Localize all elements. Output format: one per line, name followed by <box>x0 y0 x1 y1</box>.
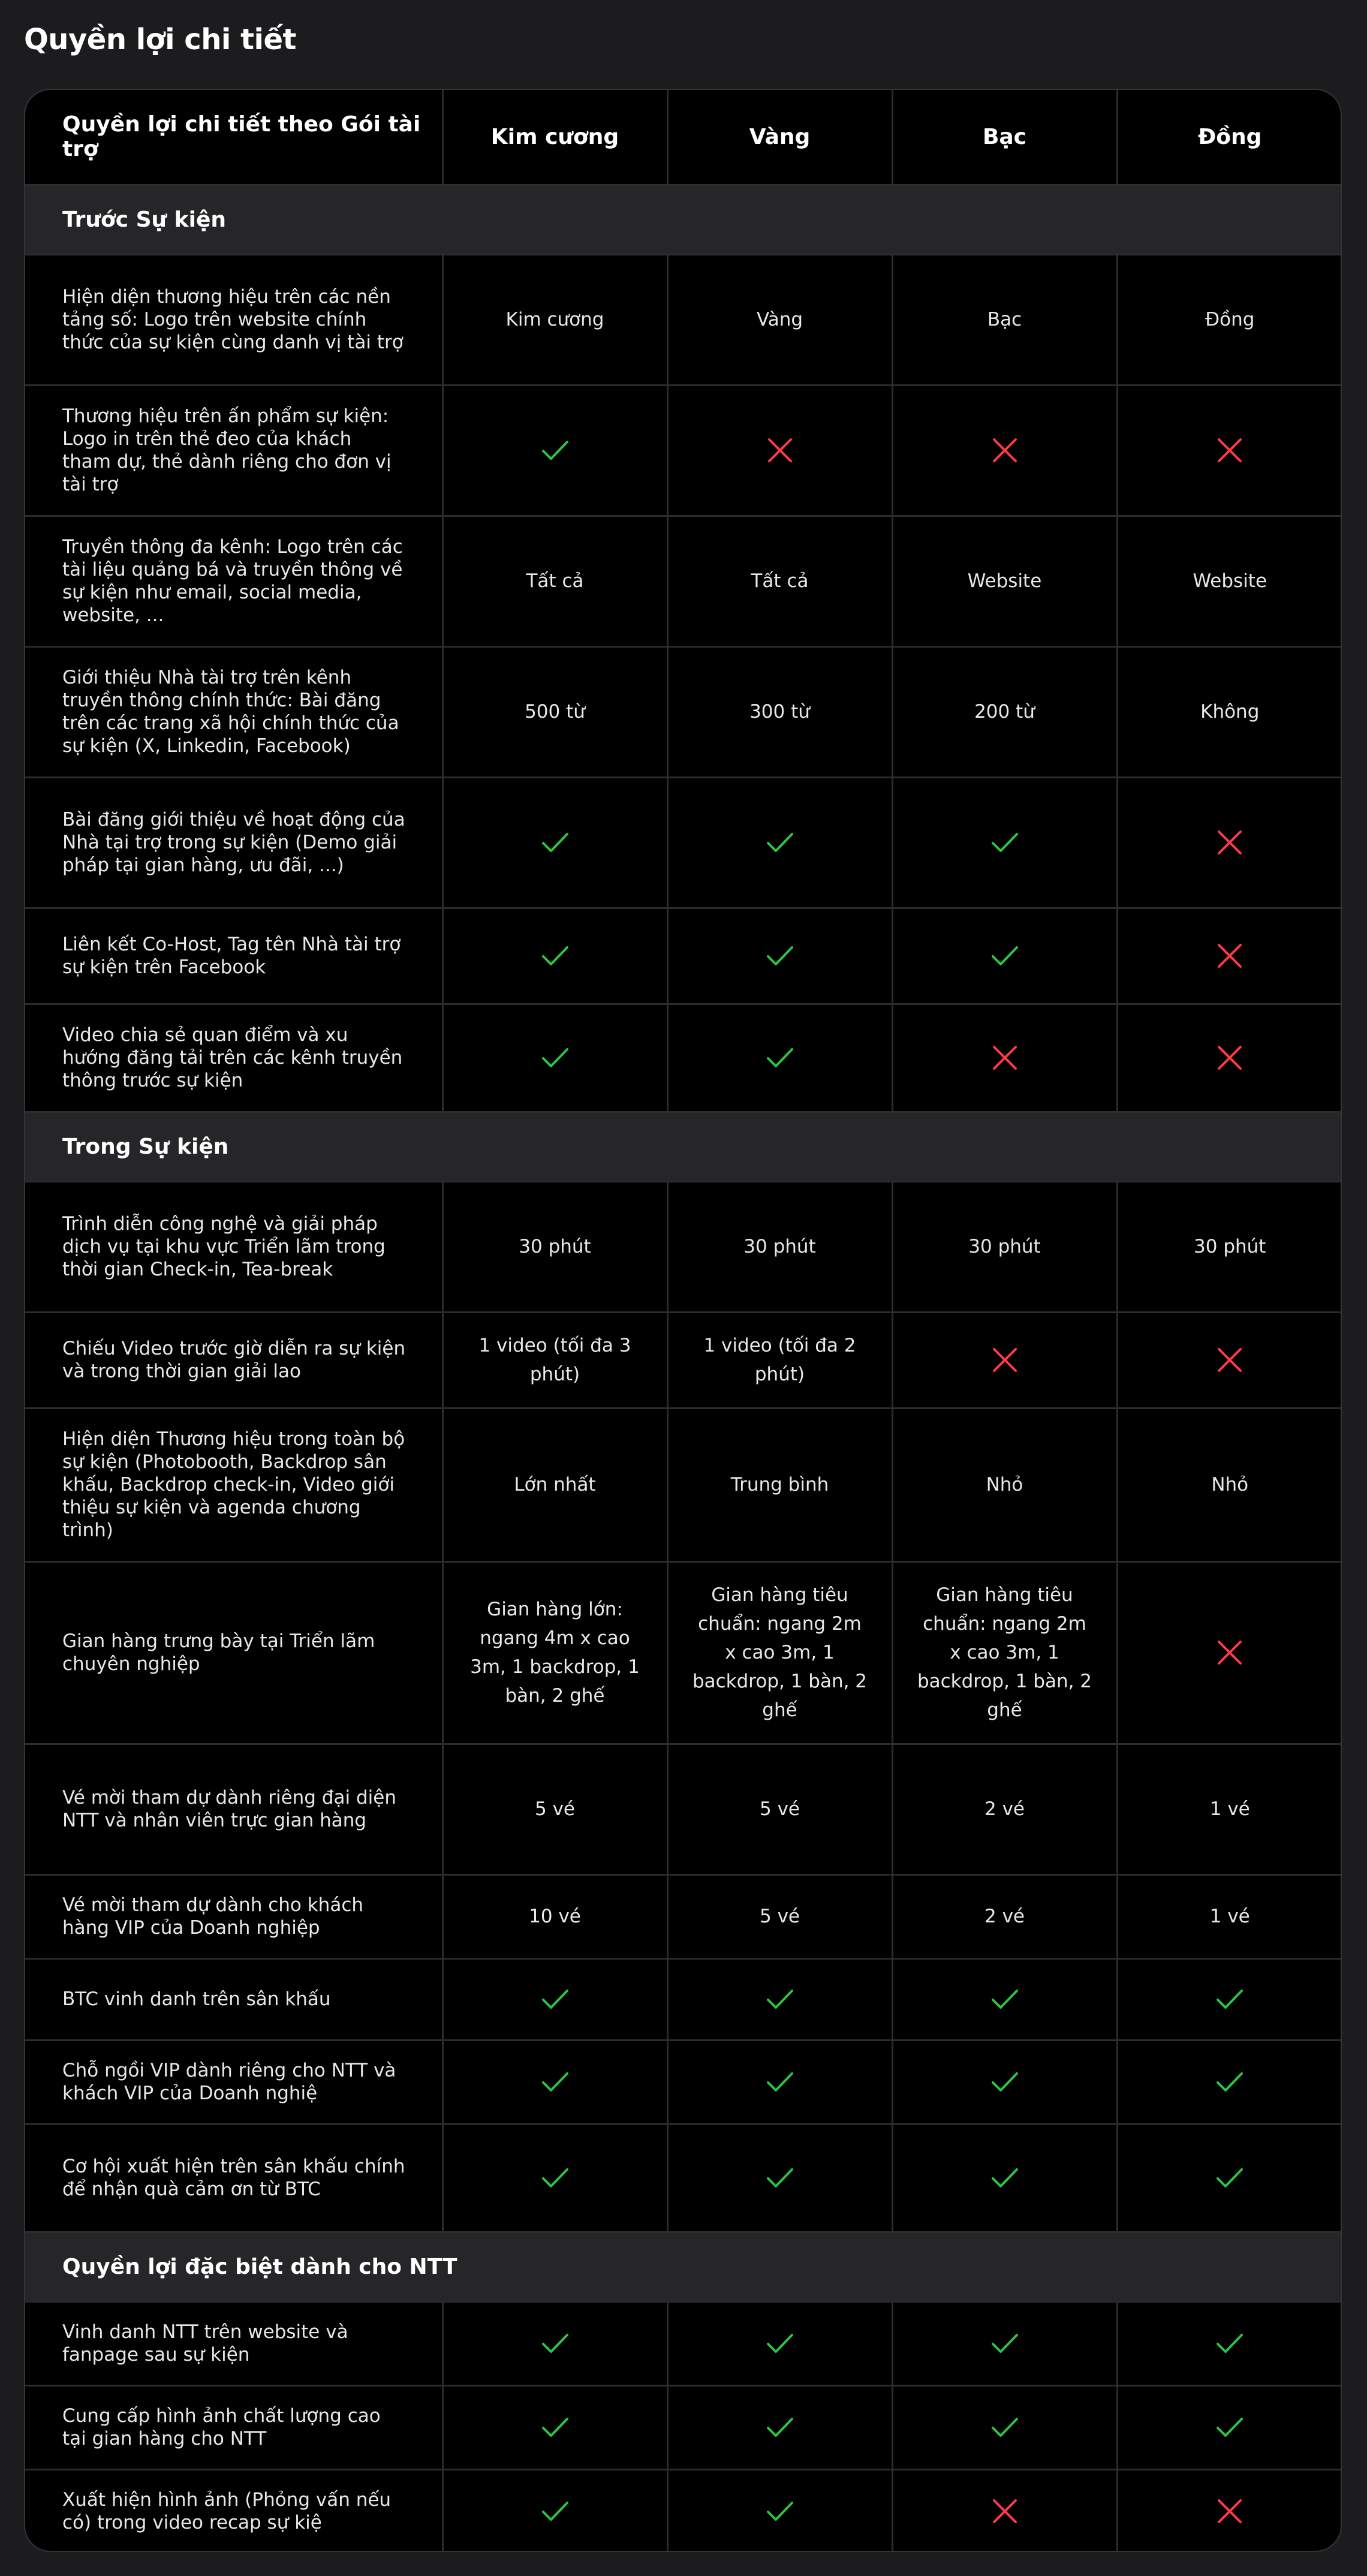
value-cell-silver <box>892 1312 1117 1408</box>
benefit-label: Chiếu Video trước giờ diễn ra sự kiện và trong thời gian giải lao <box>25 1312 442 1408</box>
value-cell-diamond <box>442 908 667 1004</box>
table-row <box>25 254 1342 385</box>
value-cell-bronze: Nhỏ <box>1117 1408 1342 1561</box>
value-cell-gold: Tất cả <box>667 516 892 646</box>
value-cell-silver: 2 vé <box>892 1874 1117 1958</box>
value-cell-gold <box>667 2301 892 2385</box>
cross-icon <box>1213 2494 1246 2528</box>
check-icon <box>988 2161 1022 2195</box>
check-icon <box>763 1041 797 1075</box>
value-cell-gold <box>667 2385 892 2469</box>
value-cell-diamond: 10 vé <box>442 1874 667 1958</box>
value-cell-diamond <box>442 2301 667 2385</box>
check-icon <box>763 2494 797 2528</box>
value-cell-diamond <box>442 2469 667 2552</box>
value-cell-diamond <box>442 1004 667 1112</box>
table-row <box>25 1958 1342 2040</box>
value-cell-diamond <box>442 2385 667 2469</box>
check-icon <box>1213 2161 1246 2195</box>
section-title: Trong Sự kiện <box>25 1112 1342 1181</box>
value-cell-bronze <box>1117 2301 1342 2385</box>
table-row <box>25 1312 1342 1408</box>
cross-icon <box>763 434 797 467</box>
value-cell-diamond: Kim cương <box>442 254 667 385</box>
header-tier-silver: Bạc <box>892 90 1117 185</box>
table-row <box>25 385 1342 516</box>
value-cell-gold <box>667 777 892 908</box>
check-icon <box>763 2411 797 2444</box>
value-cell-diamond: 500 từ <box>442 646 667 777</box>
check-icon <box>1213 2411 1246 2444</box>
benefit-label: Vinh danh NTT trên website và fanpage sau sự kiện <box>25 2301 442 2385</box>
check-icon <box>538 2327 572 2360</box>
value-cell-diamond: Gian hàng lớn: ngang 4m x cao 3m, 1 backdrop, 1 bàn, 2 ghế <box>442 1561 667 1744</box>
value-cell-bronze <box>1117 1004 1342 1112</box>
value-cell-bronze: 30 phút <box>1117 1181 1342 1312</box>
value-cell-silver <box>892 777 1117 908</box>
value-cell-silver: Website <box>892 516 1117 646</box>
value-cell-diamond: Lớn nhất <box>442 1408 667 1561</box>
check-icon <box>538 2494 572 2528</box>
check-icon <box>538 939 572 973</box>
value-cell-diamond <box>442 777 667 908</box>
cross-icon <box>1213 826 1246 859</box>
value-cell-bronze: Không <box>1117 646 1342 777</box>
value-cell-bronze <box>1117 2124 1342 2232</box>
value-cell-gold <box>667 2469 892 2552</box>
value-cell-silver <box>892 2301 1117 2385</box>
value-cell-bronze: 1 vé <box>1117 1874 1342 1958</box>
value-cell-bronze <box>1117 1561 1342 1744</box>
check-icon <box>538 826 572 859</box>
benefit-label: Bài đăng giới thiệu về hoạt động của Nhà tại trợ trong sự kiện (Demo giải pháp tại gian hàng, ưu đãi, ...) <box>25 777 442 908</box>
value-cell-diamond: 30 phút <box>442 1181 667 1312</box>
value-cell-gold <box>667 1958 892 2040</box>
cross-icon <box>988 434 1022 467</box>
cross-icon <box>1213 1636 1246 1669</box>
table-row <box>25 1004 1342 1112</box>
cross-icon <box>988 1041 1022 1075</box>
value-cell-diamond <box>442 385 667 516</box>
value-cell-silver <box>892 2469 1117 2552</box>
value-cell-bronze <box>1117 1312 1342 1408</box>
benefit-label: Gian hàng trưng bày tại Triển lãm chuyên nghiệp <box>25 1561 442 1744</box>
table-body <box>25 185 1342 2552</box>
value-cell-silver: 2 vé <box>892 1744 1117 1874</box>
value-cell-silver <box>892 2040 1117 2124</box>
check-icon <box>1213 2327 1246 2360</box>
value-cell-diamond <box>442 1958 667 2040</box>
value-cell-gold: 5 vé <box>667 1874 892 1958</box>
check-icon <box>988 2327 1022 2360</box>
value-cell-bronze: Đồng <box>1117 254 1342 385</box>
check-icon <box>538 2065 572 2099</box>
benefit-label: Xuất hiện hình ảnh (Phỏng vấn nếu có) trong video recap sự kiệ <box>25 2469 442 2552</box>
section-row <box>25 2232 1342 2301</box>
check-icon <box>988 826 1022 859</box>
table-row <box>25 2301 1342 2385</box>
section-row <box>25 1112 1342 1181</box>
value-cell-gold: 30 phút <box>667 1181 892 1312</box>
value-cell-bronze <box>1117 777 1342 908</box>
header-tier-diamond: Kim cương <box>442 90 667 185</box>
value-cell-gold <box>667 385 892 516</box>
value-cell-gold: 5 vé <box>667 1744 892 1874</box>
value-cell-gold: Trung bình <box>667 1408 892 1561</box>
check-icon <box>763 939 797 973</box>
value-cell-silver <box>892 2385 1117 2469</box>
benefit-label: BTC vinh danh trên sân khấu <box>25 1958 442 2040</box>
check-icon <box>988 1982 1022 2016</box>
value-cell-gold <box>667 1004 892 1112</box>
section-title: Quyền lợi đặc biệt dành cho NTT <box>25 2232 1342 2301</box>
table-row <box>25 2124 1342 2232</box>
page-title: Quyền lợi chi tiết <box>24 23 296 56</box>
check-icon <box>538 2411 572 2444</box>
header-tier-gold: Vàng <box>667 90 892 185</box>
cross-icon <box>988 1343 1022 1377</box>
benefit-label: Vé mời tham dự dành cho khách hàng VIP của Doanh nghiệp <box>25 1874 442 1958</box>
value-cell-bronze <box>1117 2469 1342 2552</box>
check-icon <box>538 2161 572 2195</box>
benefit-label: Chỗ ngồi VIP dành riêng cho NTT và khách VIP của Doanh nghiệ <box>25 2040 442 2124</box>
value-cell-diamond: 5 vé <box>442 1744 667 1874</box>
header-tier-bronze: Đồng <box>1117 90 1342 185</box>
value-cell-gold: 1 video (tối đa 2 phút) <box>667 1312 892 1408</box>
cross-icon <box>1213 1343 1246 1377</box>
check-icon <box>1213 1982 1246 2016</box>
value-cell-silver <box>892 1004 1117 1112</box>
table-row <box>25 2040 1342 2124</box>
check-icon <box>988 2065 1022 2099</box>
benefit-label: Liên kết Co-Host, Tag tên Nhà tài trợ sự kiện trên Facebook <box>25 908 442 1004</box>
check-icon <box>538 1982 572 2016</box>
header-benefit-label: Quyền lợi chi tiết theo Gói tài trợ <box>25 90 442 185</box>
table-row <box>25 777 1342 908</box>
check-icon <box>538 1041 572 1075</box>
table-row <box>25 646 1342 777</box>
value-cell-bronze <box>1117 385 1342 516</box>
value-cell-bronze <box>1117 2040 1342 2124</box>
check-icon <box>763 2065 797 2099</box>
value-cell-bronze <box>1117 908 1342 1004</box>
table-header-row <box>25 90 1342 185</box>
benefit-label: Hiện diện Thương hiệu trong toàn bộ sự kiện (Photobooth, Backdrop sân khấu, Backdrop check-in, Video giới thiệu sự kiện và agenda chương trình) <box>25 1408 442 1561</box>
benefit-label: Thương hiệu trên ấn phẩm sự kiện: Logo in trên thẻ đeo của khách tham dự, thẻ dành riêng cho đơn vị tài trợ <box>25 385 442 516</box>
check-icon <box>763 2161 797 2195</box>
check-icon <box>763 2327 797 2360</box>
value-cell-diamond: Tất cả <box>442 516 667 646</box>
value-cell-gold <box>667 2124 892 2232</box>
check-icon <box>763 1982 797 2016</box>
section-title: Trước Sự kiện <box>25 185 1342 254</box>
table-row <box>25 1561 1342 1744</box>
value-cell-bronze <box>1117 2385 1342 2469</box>
value-cell-bronze <box>1117 1958 1342 2040</box>
check-icon <box>538 434 572 467</box>
value-cell-diamond: 1 video (tối đa 3 phút) <box>442 1312 667 1408</box>
value-cell-gold: 300 từ <box>667 646 892 777</box>
cross-icon <box>1213 1041 1246 1075</box>
value-cell-gold <box>667 908 892 1004</box>
benefit-label: Video chia sẻ quan điểm và xu hướng đăng tải trên các kênh truyền thông trước sự kiện <box>25 1004 442 1112</box>
table-row <box>25 1874 1342 1958</box>
section-row <box>25 185 1342 254</box>
check-icon <box>1213 2065 1246 2099</box>
value-cell-silver: 200 từ <box>892 646 1117 777</box>
value-cell-bronze: 1 vé <box>1117 1744 1342 1874</box>
value-cell-gold: Gian hàng tiêu chuẩn: ngang 2m x cao 3m, 1 backdrop, 1 bàn, 2 ghế <box>667 1561 892 1744</box>
cross-icon <box>1213 939 1246 973</box>
benefit-label: Cơ hội xuất hiện trên sân khấu chính để nhận quà cảm ơn từ BTC <box>25 2124 442 2232</box>
value-cell-diamond <box>442 2040 667 2124</box>
value-cell-gold <box>667 2040 892 2124</box>
benefits-table-card <box>24 89 1342 2552</box>
check-icon <box>763 826 797 859</box>
value-cell-silver <box>892 908 1117 1004</box>
value-cell-silver <box>892 1958 1117 2040</box>
table-row <box>25 1744 1342 1874</box>
cross-icon <box>988 2494 1022 2528</box>
value-cell-bronze: Website <box>1117 516 1342 646</box>
benefit-label: Hiện diện thương hiệu trên các nền tảng số: Logo trên website chính thức của sự kiện cùng danh vị tài trợ <box>25 254 442 385</box>
value-cell-silver <box>892 2124 1117 2232</box>
table-row <box>25 1408 1342 1561</box>
value-cell-gold: Vàng <box>667 254 892 385</box>
value-cell-silver: 30 phút <box>892 1181 1117 1312</box>
check-icon <box>988 2411 1022 2444</box>
benefit-label: Vé mời tham dự dành riêng đại diện NTT và nhân viên trực gian hàng <box>25 1744 442 1874</box>
table-row <box>25 1181 1342 1312</box>
table-row <box>25 516 1342 646</box>
value-cell-silver <box>892 385 1117 516</box>
value-cell-diamond <box>442 2124 667 2232</box>
check-icon <box>988 939 1022 973</box>
value-cell-silver: Nhỏ <box>892 1408 1117 1561</box>
benefit-label: Cung cấp hình ảnh chất lượng cao tại gian hàng cho NTT <box>25 2385 442 2469</box>
benefit-label: Giới thiệu Nhà tài trợ trên kênh truyền thông chính thức: Bài đăng trên các trang xã hội chính thức của sự kiện (X, Linkedin, Facebook) <box>25 646 442 777</box>
benefit-label: Trình diễn công nghệ và giải pháp dịch vụ tại khu vực Triển lãm trong thời gian Check-in, Tea-break <box>25 1181 442 1312</box>
value-cell-silver: Gian hàng tiêu chuẩn: ngang 2m x cao 3m, 1 backdrop, 1 bàn, 2 ghế <box>892 1561 1117 1744</box>
benefits-table <box>25 90 1342 2552</box>
value-cell-silver: Bạc <box>892 254 1117 385</box>
table-row <box>25 2385 1342 2469</box>
table-row <box>25 2469 1342 2552</box>
table-row <box>25 908 1342 1004</box>
benefit-label: Truyền thông đa kênh: Logo trên các tài liệu quảng bá và truyền thông về sự kiện như email, social media, website, ... <box>25 516 442 646</box>
cross-icon <box>1213 434 1246 467</box>
